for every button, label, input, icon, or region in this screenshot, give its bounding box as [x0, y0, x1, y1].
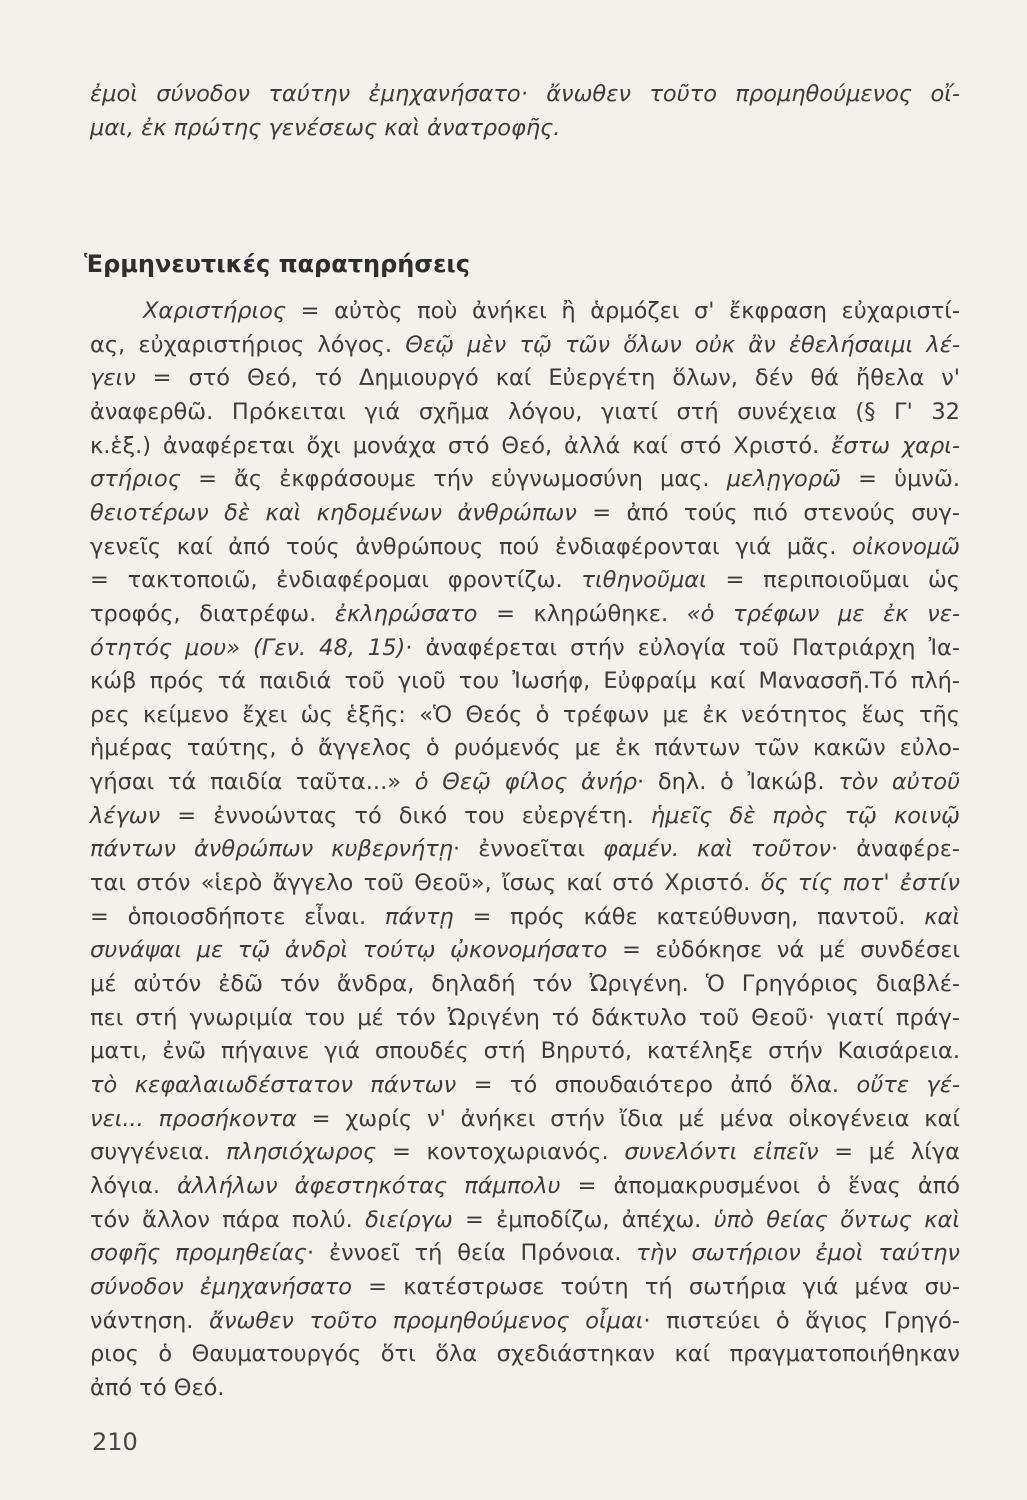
- text-segment: = χωρίς ν' ἀνήκει στήν ἴδια μέ μένα οἰκογένεια καί: [296, 1105, 960, 1132]
- text-segment: ἀπό τό Θεό.: [90, 1374, 225, 1401]
- body-line: [90, 632, 960, 664]
- text-segment: · ἐννοεῖται: [452, 836, 604, 863]
- body-line: [90, 463, 960, 495]
- text-segment: τόν ἄλλον πάρα πολύ.: [90, 1206, 366, 1233]
- text-segment: ἔστω χαρι-: [831, 432, 961, 459]
- text-segment: ται στόν «ἱερὸ ἄγγελο τοῦ Θεοῦ», ἴσως καί στό Χριστό.: [90, 870, 761, 897]
- body-line: [90, 665, 960, 697]
- body-line: [90, 1069, 960, 1101]
- text-segment: θειοτέρων δὲ καὶ κηδομένων ἀνθρώπων: [90, 499, 577, 526]
- text-segment: = τό σπουδαιότερο ἀπό ὅλα.: [456, 1071, 857, 1098]
- body-line: [90, 531, 960, 563]
- text-segment: = ἀπό τούς πιό στενούς συγ-: [576, 499, 960, 526]
- text-segment: = εὐδόκησε νά μέ συνδέσει: [607, 937, 960, 964]
- text-segment: = κληρώθηκε.: [477, 600, 687, 627]
- text-segment: Θεῷ μὲν τῷ τῶν ὅλων οὐκ ἂν ἐθελήσαιμι λέ-: [405, 331, 960, 358]
- body-line: [90, 1170, 960, 1202]
- body-line: [90, 497, 960, 529]
- body-line: [90, 699, 960, 731]
- text-segment: λέγων: [90, 802, 161, 829]
- text-segment: = ὁποιοσδήποτε εἶναι.: [90, 903, 385, 930]
- text-segment: «ὁ τρέφων με ἐκ νε-: [686, 600, 960, 627]
- body-line: [90, 800, 960, 832]
- text-segment: γήσαι τά παιδία ταῦτα...»: [90, 769, 415, 796]
- text-segment: ριος ὁ Θαυματουργός ὅτι ὅλα σχεδιάστηκαν καί πραγματοποιήθηκαν: [90, 1341, 960, 1368]
- text-segment: ἄνωθεν τοῦτο προμηθούμενος οἶμαι: [209, 1307, 644, 1334]
- text-segment: πάντῃ: [384, 903, 454, 930]
- text-segment: ρες κείμενο ἔχει ὡς ἑξῆς: «Ὁ Θεός ὁ τρέφων με ἐκ νεότητος ἕως τῆς: [90, 701, 960, 728]
- body-line: [90, 362, 960, 394]
- text-segment: = πρός κάθε κατεύθυνση, παντοῦ.: [453, 903, 925, 930]
- text-segment: σύνοδον ἐμηχανήσατο: [90, 1273, 353, 1300]
- text-segment: ότητός μου» (Γεν. 48, 15): [90, 634, 406, 661]
- text-segment: = ὑμνῶ.: [840, 466, 960, 493]
- text-segment: τὸ κεφαλαιωδέστατον πάντων: [90, 1071, 457, 1098]
- text-segment: = ἐμποδίζω, ἀπέχω.: [452, 1206, 714, 1233]
- text-segment: πάντων ἀνθρώπων κυβερνήτῃ: [90, 836, 453, 863]
- text-segment: γενεῖς καί ἀπό τούς ἀνθρώπους πού ἐνδιαφέρονται γιά μᾶς.: [90, 533, 853, 560]
- text-segment: διείργω: [365, 1206, 453, 1233]
- body-line: [90, 934, 960, 966]
- body-line: [90, 598, 960, 630]
- body-line: [90, 1305, 960, 1337]
- text-segment: φαμέν. καὶ τοῦτον: [603, 836, 831, 863]
- text-segment: ὅς τίς ποτ' ἐστίν: [760, 870, 960, 897]
- text-segment: καὶ: [924, 903, 961, 930]
- text-segment: · ἀναφέρε-: [831, 836, 961, 863]
- body-line: [90, 1338, 960, 1370]
- text-segment: Χαριστήριος: [143, 298, 287, 324]
- intro-line: μαι, ἐκ πρώτης γενέσεως καὶ ἀνατροφῆς.: [90, 115, 561, 141]
- body-line: [90, 1136, 960, 1168]
- body-line: [90, 564, 960, 596]
- body-line: [90, 732, 960, 764]
- text-segment: συνελόντι εἰπεῖν: [624, 1139, 819, 1166]
- text-segment: ἀλλήλων ἀφεστηκότας πάμπολυ: [177, 1172, 561, 1199]
- text-segment: νάντηση.: [90, 1307, 210, 1334]
- body-line: [90, 901, 960, 933]
- text-segment: · ἐννοεῖ τή θεία Πρόνοια.: [306, 1240, 637, 1267]
- body-line: [90, 1035, 960, 1067]
- text-segment: συγγένεια.: [90, 1139, 227, 1166]
- text-segment: = ἄς ἐκφράσουμε τήν εὐγνωμοσύνη μας.: [180, 466, 727, 493]
- text-segment: πλησιόχωρος: [226, 1139, 377, 1166]
- text-segment: ἡμεῖς δὲ πρὸς τῷ κοινῷ: [650, 802, 960, 829]
- text-segment: ἀναφερθῶ. Πρόκειται γιά σχῆμα λόγου, γιατί στή συνέχεια (§ Γ' 32: [90, 398, 960, 425]
- text-segment: πει στή γνωριμία του μέ τόν Ὠριγένη τό δάκτυλο τοῦ Θεοῦ· γιατί πράγ-: [90, 1004, 960, 1031]
- text-segment: = ἀπομακρυσμένοι ὁ ἕνας ἀπό: [560, 1172, 961, 1199]
- text-segment: = στό Θεό, τό Δημιουργό καί Εὐεργέτη ὅλων, δέν θά ἤθελα ν': [135, 365, 960, 392]
- page-number: 210: [92, 1428, 138, 1456]
- body-line: [90, 1002, 960, 1034]
- text-segment: = τακτοποιῶ, ἐνδιαφέρομαι φροντίζω.: [90, 567, 582, 594]
- text-segment: = αὐτὸς ποὺ ἀνήκει ἢ ἁρμόζει σ' ἔκφραση εὐχαριστί-: [286, 298, 960, 324]
- body-line: [90, 1237, 960, 1269]
- body-line: [90, 867, 960, 899]
- text-segment: οἰκονομῶ: [852, 533, 960, 560]
- text-segment: = περιποιοῦμαι ὡς: [706, 567, 960, 594]
- text-segment: συνάψαι με τῷ ἀνδρὶ τούτῳ ᾠκονομήσατο: [90, 937, 608, 964]
- body-line: [90, 968, 960, 1000]
- text-segment: κ.ἑξ.) ἀναφέρεται ὄχι μονάχα στό Θεό, ἀλλά καί στό Χριστό.: [90, 432, 832, 459]
- body-line: [90, 1103, 960, 1135]
- text-segment: = μέ λίγα: [818, 1139, 960, 1166]
- text-segment: ὁ Θεῷ φίλος ἀνήρ: [414, 769, 637, 796]
- text-segment: ας, εὐχαριστήριος λόγος.: [90, 331, 406, 358]
- body-line: [90, 1204, 960, 1236]
- text-segment: · δηλ. ὁ Ἰακώβ.: [637, 769, 839, 796]
- text-segment: λόγια.: [90, 1172, 178, 1199]
- text-segment: μέ αὐτόν ἐδῶ τόν ἄνδρα, δηλαδή τόν Ὠριγένη. Ὁ Γρηγόριος διαβλέ-: [90, 971, 960, 997]
- text-segment: τὸν αὐτοῦ: [838, 769, 961, 796]
- text-segment: μελῃγορῶ: [726, 466, 841, 493]
- section-heading: Ἑρμηνευτικές παρατηρήσεις: [84, 250, 471, 278]
- text-segment: = κοντοχωριανός.: [376, 1139, 625, 1166]
- body-line: [90, 329, 960, 361]
- body-line: [90, 430, 960, 462]
- text-segment: οὔτε γέ-: [856, 1071, 960, 1098]
- text-segment: · πιστεύει ὁ ἅγιος Γρηγό-: [643, 1307, 960, 1334]
- text-segment: τὴν σωτήριον ἐμοὶ ταύτην: [636, 1240, 960, 1267]
- text-segment: τροφός, διατρέφω.: [90, 600, 335, 627]
- text-segment: ἐκληρώσατο: [334, 600, 478, 627]
- text-segment: κώβ πρός τά παιδιά τοῦ γιοῦ του Ἰωσήφ, Εὐφραίμ καί Μανασσῆ.Τό πλή-: [90, 668, 960, 695]
- body-line: [143, 295, 960, 327]
- text-segment: = ἐννοώντας τό δικό του εὐεργέτη.: [160, 802, 651, 829]
- text-segment: σοφῆς προμηθείας: [90, 1240, 307, 1267]
- text-segment: στήριος: [90, 466, 181, 493]
- body-line: [90, 1271, 960, 1303]
- body-line: [90, 1372, 960, 1404]
- text-segment: γειν: [90, 365, 136, 392]
- text-segment: = κατέστρωσε τούτη τή σωτήρια γιά μένα συ-: [352, 1273, 961, 1300]
- text-segment: ματι, ἐνῶ πήγαινε γιά σπουδές στή Βηρυτό, κατέληξε στήν Καισάρεια.: [90, 1038, 960, 1065]
- body-line: [90, 396, 960, 428]
- intro-line: ἐμοὶ σύνοδον ταύτην ἐμηχανήσατο· ἄνωθεν τοῦτο προμηθούμενος οἴ-: [90, 81, 960, 107]
- text-segment: ἡμέρας ταύτης, ὁ ἄγγελος ὁ ρυόμενός με ἐκ πάντων τῶν κακῶν εὐλο-: [90, 735, 960, 762]
- text-segment: · ἀναφέρεται στήν εὐλογία τοῦ Πατριάρχη Ἰα-: [405, 634, 960, 661]
- text-segment: τιθηνοῦμαι: [581, 567, 707, 594]
- text-segment: ὑπὸ θείας ὄντως καὶ: [713, 1206, 960, 1233]
- body-line: [90, 833, 960, 865]
- body-line: [90, 766, 960, 798]
- text-segment: νει... προσήκοντα: [90, 1105, 297, 1132]
